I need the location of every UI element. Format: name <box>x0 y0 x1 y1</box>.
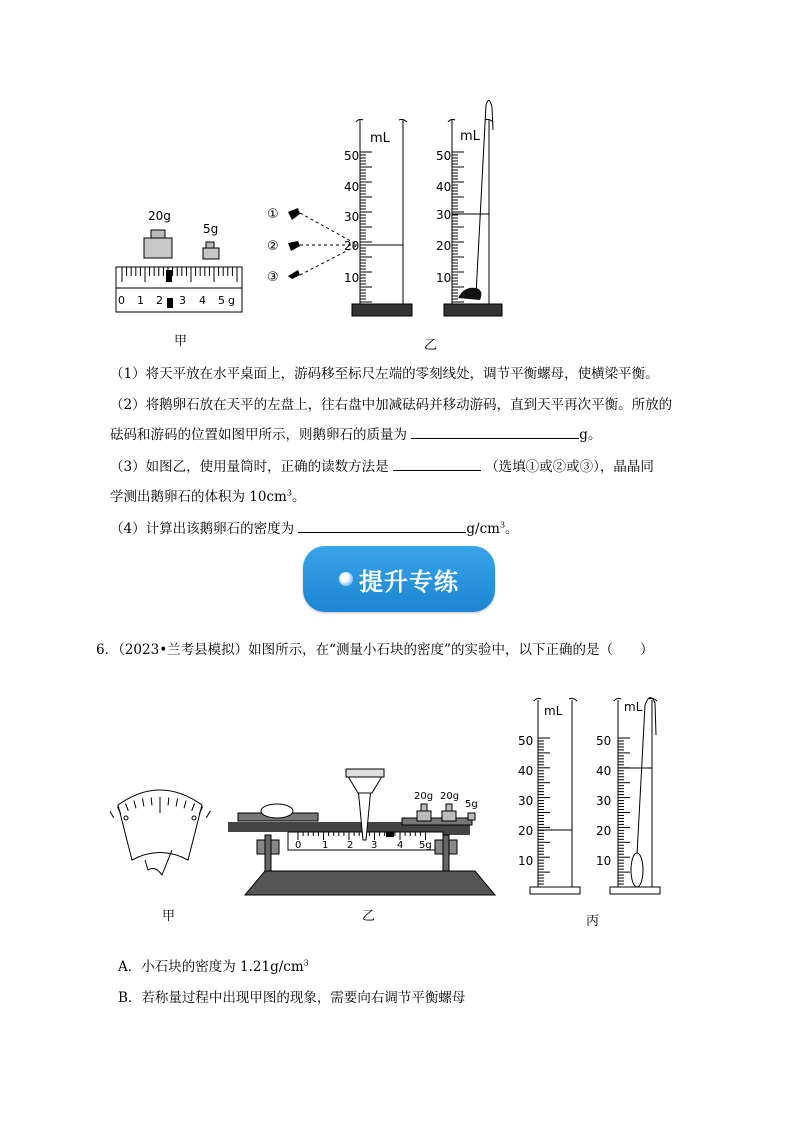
fig1-c1-tick-10: 10 <box>344 271 360 285</box>
q4-sup: 3 <box>499 520 506 530</box>
figure-1 <box>100 90 520 330</box>
fig2-c1-tick-30: 30 <box>518 794 534 808</box>
fig2-c2-tick-20: 20 <box>596 824 612 838</box>
q2-unit: g。 <box>579 427 602 443</box>
fig1-c2-tick-10: 10 <box>436 271 452 285</box>
option-b <box>118 988 465 1008</box>
question-2-line-2 <box>110 424 601 445</box>
badge-text: 提升专练 <box>359 567 459 596</box>
fig2-c2-unit: mL <box>624 700 643 714</box>
fig2-c1-tick-50: 50 <box>518 734 534 748</box>
fig2-scale-4: 4 <box>397 840 404 851</box>
fig1-scale-3: 3 <box>179 294 186 307</box>
option-a <box>118 957 309 977</box>
question-3-line-1 <box>110 456 654 477</box>
fig1-cylinder-1 <box>344 119 412 316</box>
fig1-c2-tick-20: 20 <box>436 239 452 253</box>
fig2-scale-5g: 5g <box>419 840 432 851</box>
fig1-c1-tick-50: 50 <box>344 149 360 163</box>
q4-end: 。 <box>505 521 519 537</box>
question-2-line-1 <box>110 395 672 415</box>
eye-position-1: ① <box>267 207 279 222</box>
q3-end: 。 <box>291 489 306 505</box>
option-a-text: A．小石块的密度为 1.21g/cm <box>118 959 304 975</box>
fig2-label-bing: 丙 <box>586 914 600 929</box>
fig1-c1-unit: mL <box>370 131 390 146</box>
fig1-c1-tick-20: 20 <box>344 239 360 253</box>
fig1-weight-20g: 20g <box>148 209 171 223</box>
fig2-c2-tick-10: 10 <box>596 854 612 868</box>
fig2-scale-0: 0 <box>295 840 302 851</box>
fig2-scale-3: 3 <box>371 840 378 851</box>
fig1-c2-tick-30: 30 <box>436 208 452 222</box>
fig1-scale-5: 5 <box>218 294 225 307</box>
fig1-cylinder-2 <box>436 100 502 316</box>
eye-icon <box>288 208 300 220</box>
fig2-cylinder-1 <box>518 698 580 894</box>
problem-6-stem <box>96 640 653 660</box>
q4-text: （4）计算出该鹅卵石的密度为 <box>110 521 295 537</box>
fig1-c1-tick-40: 40 <box>344 180 360 194</box>
fig2-c2-tick-50: 50 <box>596 734 612 748</box>
fig1-scale-g: g <box>228 294 235 307</box>
fig2-c2-tick-30: 30 <box>596 794 612 808</box>
fig2-c1-unit: mL <box>544 704 563 718</box>
figure-2 <box>110 665 680 930</box>
q3-text-1: （3）如图乙，使用量筒时，正确的读数方法是 <box>110 459 389 475</box>
question-1 <box>110 364 659 384</box>
q2-text-1: （2）将鹅卵石放在天平的左盘上，往右盘中加减砝码并移动游码，直到天平再次平衡。所放的 <box>110 397 673 413</box>
q3-text-2: 学测出鹅卵石的体积为 10cm <box>110 489 287 505</box>
section-badge <box>303 546 495 612</box>
q2-text-2: 砝码和游码的位置如图甲所示，则鹅卵石的质量为 <box>110 427 407 443</box>
q1-text: （1）将天平放在水平桌面上，游码移至标尺左端的零刻线处，调节平衡螺母，使横梁平衡。 <box>110 366 659 382</box>
option-b-text: B．若称量过程中出现甲图的现象，需要向右调节平衡螺母 <box>118 990 466 1006</box>
fig2-c2-tick-40: 40 <box>596 764 612 778</box>
fig2-weight-20g-b: 20g <box>440 791 460 802</box>
fig1-scale-1: 1 <box>137 294 144 307</box>
fig2-c1-tick-10: 10 <box>518 854 534 868</box>
eye-position-3: ③ <box>267 270 279 285</box>
question-3-line-2 <box>110 487 305 507</box>
fig1-c2-unit: mL <box>460 129 480 144</box>
fig1-scale-0: 0 <box>118 294 125 307</box>
fig1-scale-4: 4 <box>199 294 206 307</box>
q3-answer-blank[interactable] <box>393 456 481 471</box>
badge-dot-icon <box>339 572 353 586</box>
fig1-c2-tick-40: 40 <box>436 180 452 194</box>
problem-6-text: 6．（2023•兰考县模拟）如图所示，在“测量小石块的密度”的实验中，以下正确的是（ ） <box>96 642 654 658</box>
fig1-c2-tick-50: 50 <box>436 149 452 163</box>
fig1-balance <box>116 209 242 312</box>
option-a-sup: 3 <box>303 958 309 968</box>
fig2-scale-1: 1 <box>322 840 329 851</box>
fig2-dial <box>110 790 210 875</box>
fig2-balance <box>228 769 495 895</box>
fig2-label-yi: 乙 <box>362 909 376 924</box>
q3-sup: 3 <box>286 488 292 498</box>
eye-icon <box>288 241 300 251</box>
fig1-label-jia: 甲 <box>174 334 188 349</box>
fig2-weight-5g: 5g <box>465 799 478 810</box>
question-4 <box>110 518 519 539</box>
q4-answer-blank[interactable] <box>298 518 466 533</box>
q3-text-1b: （选填①或②或③），晶晶同 <box>485 459 654 475</box>
fig2-scale-2: 2 <box>347 840 354 851</box>
fig1-c1-tick-30: 30 <box>344 210 360 224</box>
eye-position-2: ② <box>267 239 279 254</box>
fig2-label-jia: 甲 <box>162 909 176 924</box>
fig1-weight-5g: 5g <box>203 222 219 236</box>
fig2-c1-tick-20: 20 <box>518 824 534 838</box>
fig2-c1-tick-40: 40 <box>518 764 534 778</box>
eye-icon <box>288 270 300 279</box>
fig1-scale-2: 2 <box>156 294 163 307</box>
fig1-label-yi: 乙 <box>424 338 438 353</box>
fig2-weight-20g-a: 20g <box>414 791 434 802</box>
q4-unit: g/cm <box>466 521 500 537</box>
q2-answer-blank[interactable] <box>411 424 579 439</box>
fig2-cylinder-2 <box>596 697 660 894</box>
